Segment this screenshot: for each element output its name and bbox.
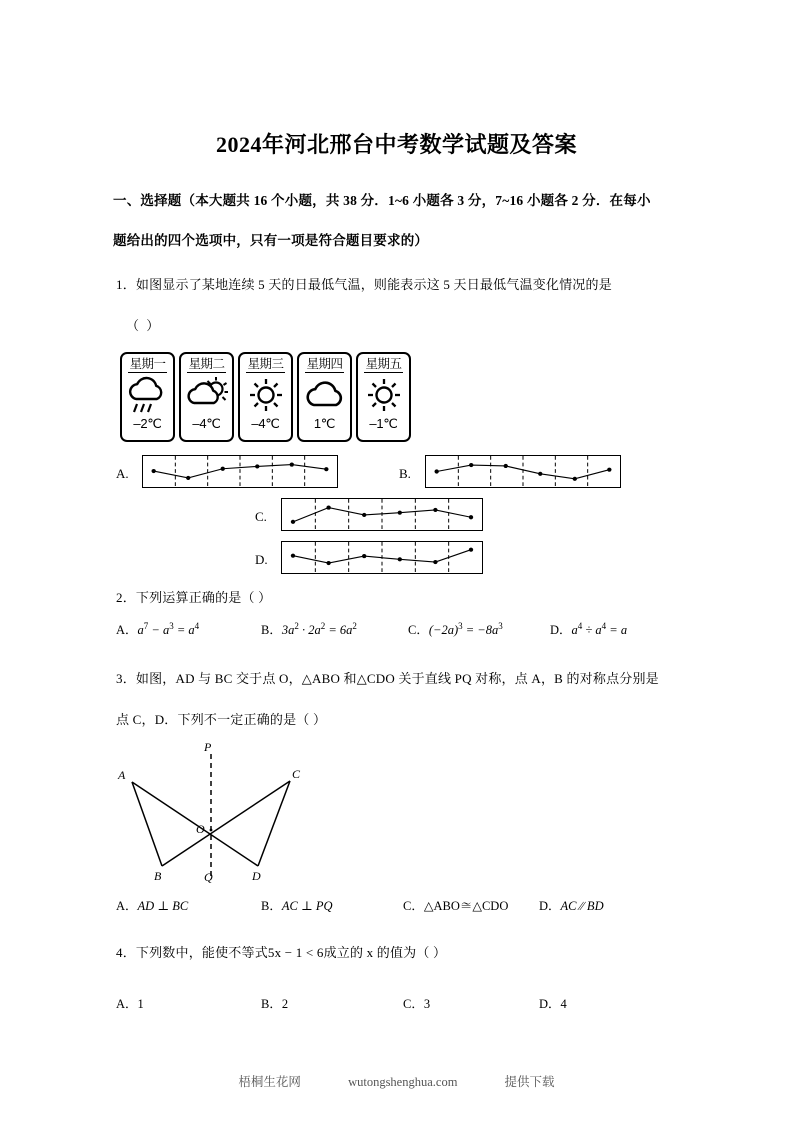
chart-data-point bbox=[469, 515, 473, 519]
sun-icon bbox=[242, 373, 290, 417]
option-label: C． bbox=[403, 997, 424, 1011]
weather-card bbox=[120, 352, 175, 442]
option-c[interactable] bbox=[403, 994, 430, 1012]
figure-label-p: P bbox=[204, 740, 212, 754]
weather-card bbox=[179, 352, 234, 442]
figure-label-a: A bbox=[118, 768, 126, 782]
question-3-stem-line-2: 点 C，D．下列不一定正确的是（ ） bbox=[116, 712, 327, 727]
footer-site-name: 梧桐生花网 bbox=[238, 1075, 301, 1089]
chart-data-point bbox=[573, 477, 577, 481]
footer-note: 提供下载 bbox=[504, 1075, 555, 1089]
option-d[interactable] bbox=[550, 620, 627, 638]
choice-chart-a[interactable] bbox=[142, 455, 338, 488]
chart-data-point bbox=[362, 513, 366, 517]
chart-data-point bbox=[504, 464, 508, 468]
figure-label-b: B bbox=[154, 869, 162, 883]
page-title: 2024年河北邢台中考数学试题及答案 bbox=[215, 132, 577, 157]
question-3-figure bbox=[118, 740, 318, 888]
weather-card bbox=[297, 352, 352, 442]
option-label: C． bbox=[408, 623, 429, 637]
figure-label-q: Q bbox=[204, 870, 213, 884]
option-a[interactable] bbox=[116, 896, 188, 914]
option-label: B． bbox=[261, 997, 282, 1011]
chart-data-point bbox=[433, 508, 437, 512]
option-expression: AC ⊥ PQ bbox=[281, 899, 333, 913]
weather-day-label: 星期四 bbox=[306, 357, 343, 371]
question-3-stem-line-1: 3．如图，AD 与 BC 交于点 O，△ABO 和△CDO 关于直线 PQ 对称，点 A，B 的对称点分别是 bbox=[116, 671, 659, 686]
chart-data-point bbox=[291, 554, 295, 558]
option-expression: $a^7 - a^3 = a^4$ bbox=[137, 620, 200, 637]
chart-data-point bbox=[326, 506, 330, 510]
option-expression: 1 bbox=[137, 997, 144, 1011]
question-4-stem: 4．下列数中，能使不等式5x − 1 < 6成立的 x 的值为（ ） bbox=[116, 945, 447, 960]
section-heading-line-2: 题给出的四个选项中，只有一项是符合题目要求的） bbox=[113, 233, 429, 248]
sun-behind-cloud-icon bbox=[183, 373, 231, 417]
option-label: D． bbox=[550, 623, 572, 637]
section-heading-line-1: 一、选择题（本大题共 16 个小题，共 38 分．1~6 小题各 3 分，7~16 小题各 2 分．在每小 bbox=[113, 193, 651, 208]
option-expression: $a^4 \div a^4 = a$ bbox=[571, 620, 628, 637]
chart-data-point bbox=[469, 463, 473, 467]
chart-data-point bbox=[434, 469, 438, 473]
option-d[interactable] bbox=[539, 896, 604, 914]
choice-label-d: D. bbox=[255, 552, 268, 567]
chart-data-point bbox=[398, 557, 402, 561]
option-expression: AC ∕∕ BD bbox=[560, 899, 604, 913]
option-a[interactable] bbox=[116, 620, 199, 638]
option-expression: △ABO≅△CDO bbox=[423, 899, 509, 913]
footer-domain: wutongshenghua.com bbox=[348, 1075, 458, 1089]
weather-temperature: –2℃ bbox=[133, 416, 162, 431]
weather-day-label: 星期二 bbox=[188, 357, 225, 371]
option-b[interactable] bbox=[261, 994, 288, 1012]
option-label: B． bbox=[261, 899, 282, 913]
question-2-stem: 2．下列运算正确的是（ ） bbox=[116, 590, 272, 605]
chart-data-point bbox=[362, 554, 366, 558]
weather-temperature: –1℃ bbox=[369, 416, 398, 431]
weather-card bbox=[238, 352, 293, 442]
choice-label-a: A. bbox=[116, 466, 129, 481]
figure-label-o: O bbox=[196, 822, 205, 836]
option-label: A． bbox=[116, 899, 138, 913]
choice-label-b: B. bbox=[399, 466, 411, 481]
choice-label-c: C. bbox=[255, 509, 267, 524]
option-expression: AD ⊥ BC bbox=[137, 899, 189, 913]
option-d[interactable] bbox=[539, 994, 567, 1012]
option-expression: 2 bbox=[281, 997, 289, 1011]
chart-data-point bbox=[433, 560, 437, 564]
rain-cloud-icon bbox=[124, 373, 172, 417]
weather-temperature: –4℃ bbox=[192, 416, 221, 431]
chart-data-point bbox=[324, 467, 328, 471]
figure-label-c: C bbox=[292, 767, 301, 781]
option-label: C． bbox=[403, 899, 424, 913]
weather-day-label: 星期一 bbox=[129, 357, 166, 371]
chart-data-point bbox=[398, 511, 402, 515]
question-1-answer-bracket: （ ） bbox=[126, 318, 162, 333]
question-1-stem: 1．如图显示了某地连续 5 天的日最低气温，则能表示这 5 天日最低气温变化情况的是 bbox=[116, 277, 612, 292]
weather-card bbox=[356, 352, 411, 442]
option-label: D． bbox=[539, 899, 561, 913]
weather-day-label: 星期三 bbox=[247, 357, 284, 371]
option-b[interactable] bbox=[261, 896, 333, 914]
chart-data-point bbox=[151, 469, 155, 473]
choice-chart-c[interactable] bbox=[281, 498, 483, 531]
weather-temperature: –4℃ bbox=[251, 416, 280, 431]
weather-day-label: 星期五 bbox=[365, 357, 402, 371]
option-label: A． bbox=[116, 997, 138, 1011]
option-expression: $(-2a)^3 = -8a^3$ bbox=[428, 620, 503, 637]
option-expression: $3a^2 \cdot 2a^2 = 6a^2$ bbox=[281, 620, 357, 637]
choice-chart-b[interactable] bbox=[425, 455, 621, 488]
chart-data-point bbox=[326, 561, 330, 565]
option-expression: 4 bbox=[560, 997, 567, 1011]
option-b[interactable] bbox=[261, 620, 357, 638]
sun-icon bbox=[360, 373, 408, 417]
chart-data-point bbox=[538, 472, 542, 476]
chart-data-point bbox=[607, 468, 611, 472]
cloud-icon bbox=[301, 373, 349, 417]
option-a[interactable] bbox=[116, 994, 144, 1012]
chart-data-point bbox=[221, 467, 225, 471]
chart-data-point bbox=[291, 520, 295, 524]
option-expression: 3 bbox=[423, 997, 431, 1011]
option-label: B． bbox=[261, 623, 282, 637]
weather-temperature: 1℃ bbox=[313, 416, 336, 431]
option-label: D． bbox=[539, 997, 561, 1011]
chart-data-point bbox=[255, 464, 259, 468]
option-label: A． bbox=[116, 623, 138, 637]
page-footer bbox=[0, 1072, 793, 1090]
chart-data-point bbox=[290, 463, 294, 467]
option-c[interactable] bbox=[403, 896, 508, 914]
weather-forecast-strip bbox=[120, 352, 411, 442]
chart-data-point bbox=[469, 548, 473, 552]
chart-data-point bbox=[186, 476, 190, 480]
choice-chart-d[interactable] bbox=[281, 541, 483, 574]
figure-label-d: D bbox=[252, 869, 261, 883]
option-c[interactable] bbox=[408, 620, 503, 638]
